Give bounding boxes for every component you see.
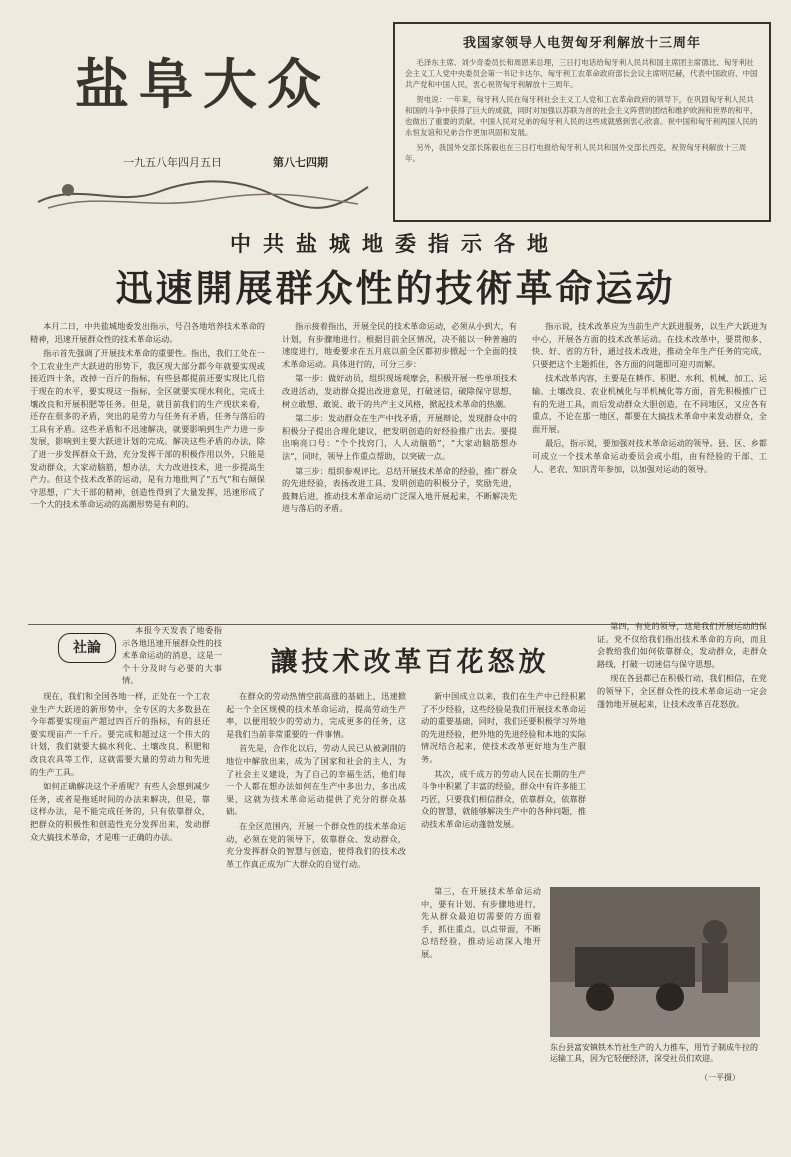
- editorial-paragraph: 在群众的劳动热情空前高涨的基础上，迅速掀起一个全区规模的技术革命运动，提高劳动生产率，以便用较少的劳动力，完成更多的任务，这是我们当前非常重要的一件事情。: [226, 691, 406, 739]
- editorial-paragraph: 首先是，合作化以后，劳动人民已从被剥削的地位中解放出来，成为了国家和社会的主人，为了社会主义建设，为了自己的幸福生活，他们每一个人都在想办法如何在生产中多出力，多出成果，这就为技术革命运动提供了充分的群众基础。: [226, 743, 406, 817]
- article-paragraph: 技术改革内容，主要是在耕作、积肥、水利、机械、加工、运输、土壤改良、农业机械化与半机械化等方面，首先积极推广已有的先进工具，而后发动群众大胆创造，在不同地区，又应各有重点，不论在那一地区，都要在大搞技术革命中来发动群众，全面开展。: [532, 373, 767, 434]
- editorial-column-c: [421, 690, 586, 880]
- editorial-paragraph: 现在，我们和全国各地一样，正处在一个工农业生产大跃进的新形势中，全专区的大多数县在今年都要实现亩产超过四百斤的指标，有的县还要实现亩产一千斤。要完成和超过这一个伟大的计划，我们就要大搞水利化、土壤改良、积肥和改良农具等工作，这就需要大量的劳动力和先进的生产工具。: [30, 691, 210, 777]
- telegram-box: [393, 22, 771, 222]
- editorial-label: 社論: [58, 633, 116, 663]
- article-paragraph: 本月二日，中共盐城地委发出指示，号召各地培养技术革命的精神，迅速开展群众性的技术革命运动。: [30, 321, 265, 344]
- editorial-paragraph: 现在各县都已在积极行动，我们相信，在党的领导下，全区群众性的技术革命运动一定会蓬勃地开展起来，让技术改革百花怒放。: [597, 673, 767, 709]
- editorial-intro-text: 本报今天发表了地委指示各地迅速开展群众性的技术革命运动的消息，这是一个十分及时与必要的大事情。: [122, 625, 222, 686]
- editorial-column-c2: [421, 885, 541, 1105]
- editorial-paragraph: 新中国成立以来，我们在生产中已经积累了不少经验，这些经验是我们开展技术革命运动的重要基础，同时，我们还要积极学习外地的先进经验，把外地的先进经验和本地的实际情况结合起来，使技术改革更好地为生产服务。: [421, 691, 586, 764]
- telegram-paragraph: 毛泽东主席、刘少奇委员长和周恩来总理，三日打电话给匈牙利人民共和国主席团主席德比、匈牙利社会主义工人党中央委员会第一书记卡达尔、匈牙利工农革命政府部长会议主席明尼赫，代表中国政府、中国共产党和中国人民，衷心祝贺匈牙利解放十三周年。: [405, 58, 758, 89]
- article-paragraph: 指示首先强调了开展技术革命的重要性。指出，我们工处在一个工农业生产大跃进的形势下，我区现大部分都今年就要实现或接近四十条，改掉一百斤的指标，有些县都提前还要实现比几倍于现在的水平，要实现这一指标，全区就要实现水利化，完成土壤改良和开展积肥等任务。但是，就目前我们的生产现状来看，还存在很多的矛盾，突出的是劳力与任务有矛盾，任务与落后的工具有矛盾。这些矛盾和不迅速解决，就要影响到生产力进一步发展，影响到主要大跃进计划的完成。解决这些矛盾的办法，除了进一步发挥群众干劲，充分发挥干部的积极作用以外，只能是发动群众，大家动脑筋，想办法，大力改进技术，进一步提高生产力。但这个技术改革的运动，是有力地批判了“五气”和右倾保守思想，广大干部的精神，创造性得到了大量发挥，迅速形成了一个大的技术革命运动的高潮形势是有利的。: [30, 348, 265, 510]
- article-column-2: [282, 320, 517, 620]
- editorial-paragraph: 其次，成千成万的劳动人民在长期的生产斗争中积累了丰富的经验，群众中有许多能工巧匠，只要我们相信群众，依靠群众，依靠群众的智慧，就能够解决生产中的各种问题，推动技术革命运动蓬勃发展。: [421, 768, 586, 829]
- main-headline: 迅速開展群众性的技術革命运动: [115, 267, 676, 310]
- newspaper-title: 盐阜大众: [75, 53, 331, 116]
- issue-number: 第八七四期: [273, 156, 328, 169]
- article-column-1: [30, 320, 265, 620]
- editorial-column-d: [597, 620, 767, 880]
- article-paragraph: 最后，指示说，要加强对技术革命运动的领导。县、区、乡都可成立一个技术革命运动委员会或小组，由有经验的干部、工人、老农、知识青年参加，以加强对运动的领导。: [532, 438, 767, 474]
- masthead: [28, 22, 378, 222]
- article-paragraph: 第一步：做好动员，组织现场观摩会，积极开展一些单项技术改进活动，发动群众提出改进意见，打破迷信，破除保守思想，树立敢想、敢说、敢干的共产主义风格，掀起技术革命的热潮。: [282, 373, 517, 409]
- editorial-paragraph: 在全区范围内，开展一个群众性的技术革命运动，必须在党的领导下，依靠群众、发动群众，充分发挥群众的智慧与创造，使得我们的技术改革工作真正成为广大群众的自觉行动。: [226, 820, 406, 869]
- article-paragraph: 指示说，技术改革应为当前生产大跃进服务，以生产大跃进为中心，开展各方面的技术改革运动。在技术改革中，要贯彻多、快、好、省的方针，通过技术改进，推动全年生产任务的完成，只要把这个主题抓住，各方面的问题即可迎刃而解。: [532, 321, 767, 369]
- article-column-3: [532, 320, 767, 620]
- editorial-paragraph: 如何正确解决这个矛盾呢？有些人会想到减少任务，或者是拖延时间的办法来解决，但是，靠这样办法，是不能完成任务的，只有依靠群众，把群众的积极性和创造性充分发挥出来，发动群众大搞技术革命，才是唯一正确的办法。: [30, 781, 210, 842]
- editorial-intro: [122, 624, 222, 686]
- photo-caption: 东台县富安镇铁木竹社生产的人力推车，用竹子制成牛拉的运输工具，因为它轻便经济，深受社员们欢迎。: [550, 1043, 758, 1063]
- editorial-column-a: [30, 690, 210, 1110]
- headline-kicker: 中共盐城地委指示各地: [230, 232, 560, 256]
- article-paragraph: 指示接着指出，开展全民的技术革命运动，必须从小到大，有计划，有步骤地进行。根据目前全区情况，决不能以一种普遍的速度进行，地委要求在五月底以前全区都初步掀起一个全面的技术革命运动。具体进行的，可分三步：: [282, 321, 517, 369]
- editorial-column-b: [226, 690, 406, 1110]
- telegram-title: 我国家领导人电贺匈牙利解放十三周年: [462, 36, 701, 51]
- masthead-decoration: [38, 172, 368, 212]
- article-paragraph: 第三步：组织参观评比。总结开展技术革命的经验，推广群众的先进经验，表扬改进工具、发明创造的积极分子，奖励先进，鼓舞后进，推动技术革命运动广泛深入地开展起来，不断解决先进与落后的矛盾。: [282, 465, 517, 514]
- telegram-paragraph: 贺电说：一年来，匈牙利人民在匈牙利社会主义工人党和工农革命政府的领导下，在巩固匈牙利人民共和国的斗争中获得了巨大的成就，同时对加强以苏联为首的社会主义阵营的团结和维护欧洲和世界的和平，也做出了重要的贡献。中国人民对兄弟的匈牙利人民的这些成就感到衷心欣喜。祝中国和匈牙利两国人民的永恒友谊和兄弟合作更加巩固和发展。: [405, 95, 758, 137]
- editorial-paragraph: 第四，有党的领导，这是我们开展运动的保证。党不仅给我们指出技术革命的方向，而且会教给我们如何依靠群众，发动群众，走群众路线，打破一切迷信与保守思想。: [597, 621, 767, 669]
- editorial-paragraph: 第三，在开展技术革命运动中，要有计划、有步骤地进行，先从群众最迫切需要的方面着手，抓住重点，以点带面，不断总结经验，推动运动深入地开展。: [421, 886, 541, 959]
- editorial-title: 讓技术改革百花怒放: [270, 647, 550, 678]
- telegram-paragraph: 另外，我国外交部长陈毅也在三日打电报给匈牙利人民共和国外交部长西克，祝贺匈牙利解放十三周年。: [405, 143, 747, 163]
- article-paragraph: 第二步：发动群众在生产中找矛盾，开展辩论，发现群众中的积极分子提出合理化建议，把发明创造的好经验推广出去。要提出响亮口号：“个个找窍门，人人动脑筋”，“大家动脑筋想办法”，同时，领导上作重点帮助，以突破一点。: [282, 413, 517, 461]
- photo-illustration: [550, 887, 760, 1037]
- photo-credit: （一平摄）: [700, 1073, 740, 1082]
- issue-date: 一九五八年四月五日: [123, 156, 222, 169]
- news-photo: [550, 887, 760, 1037]
